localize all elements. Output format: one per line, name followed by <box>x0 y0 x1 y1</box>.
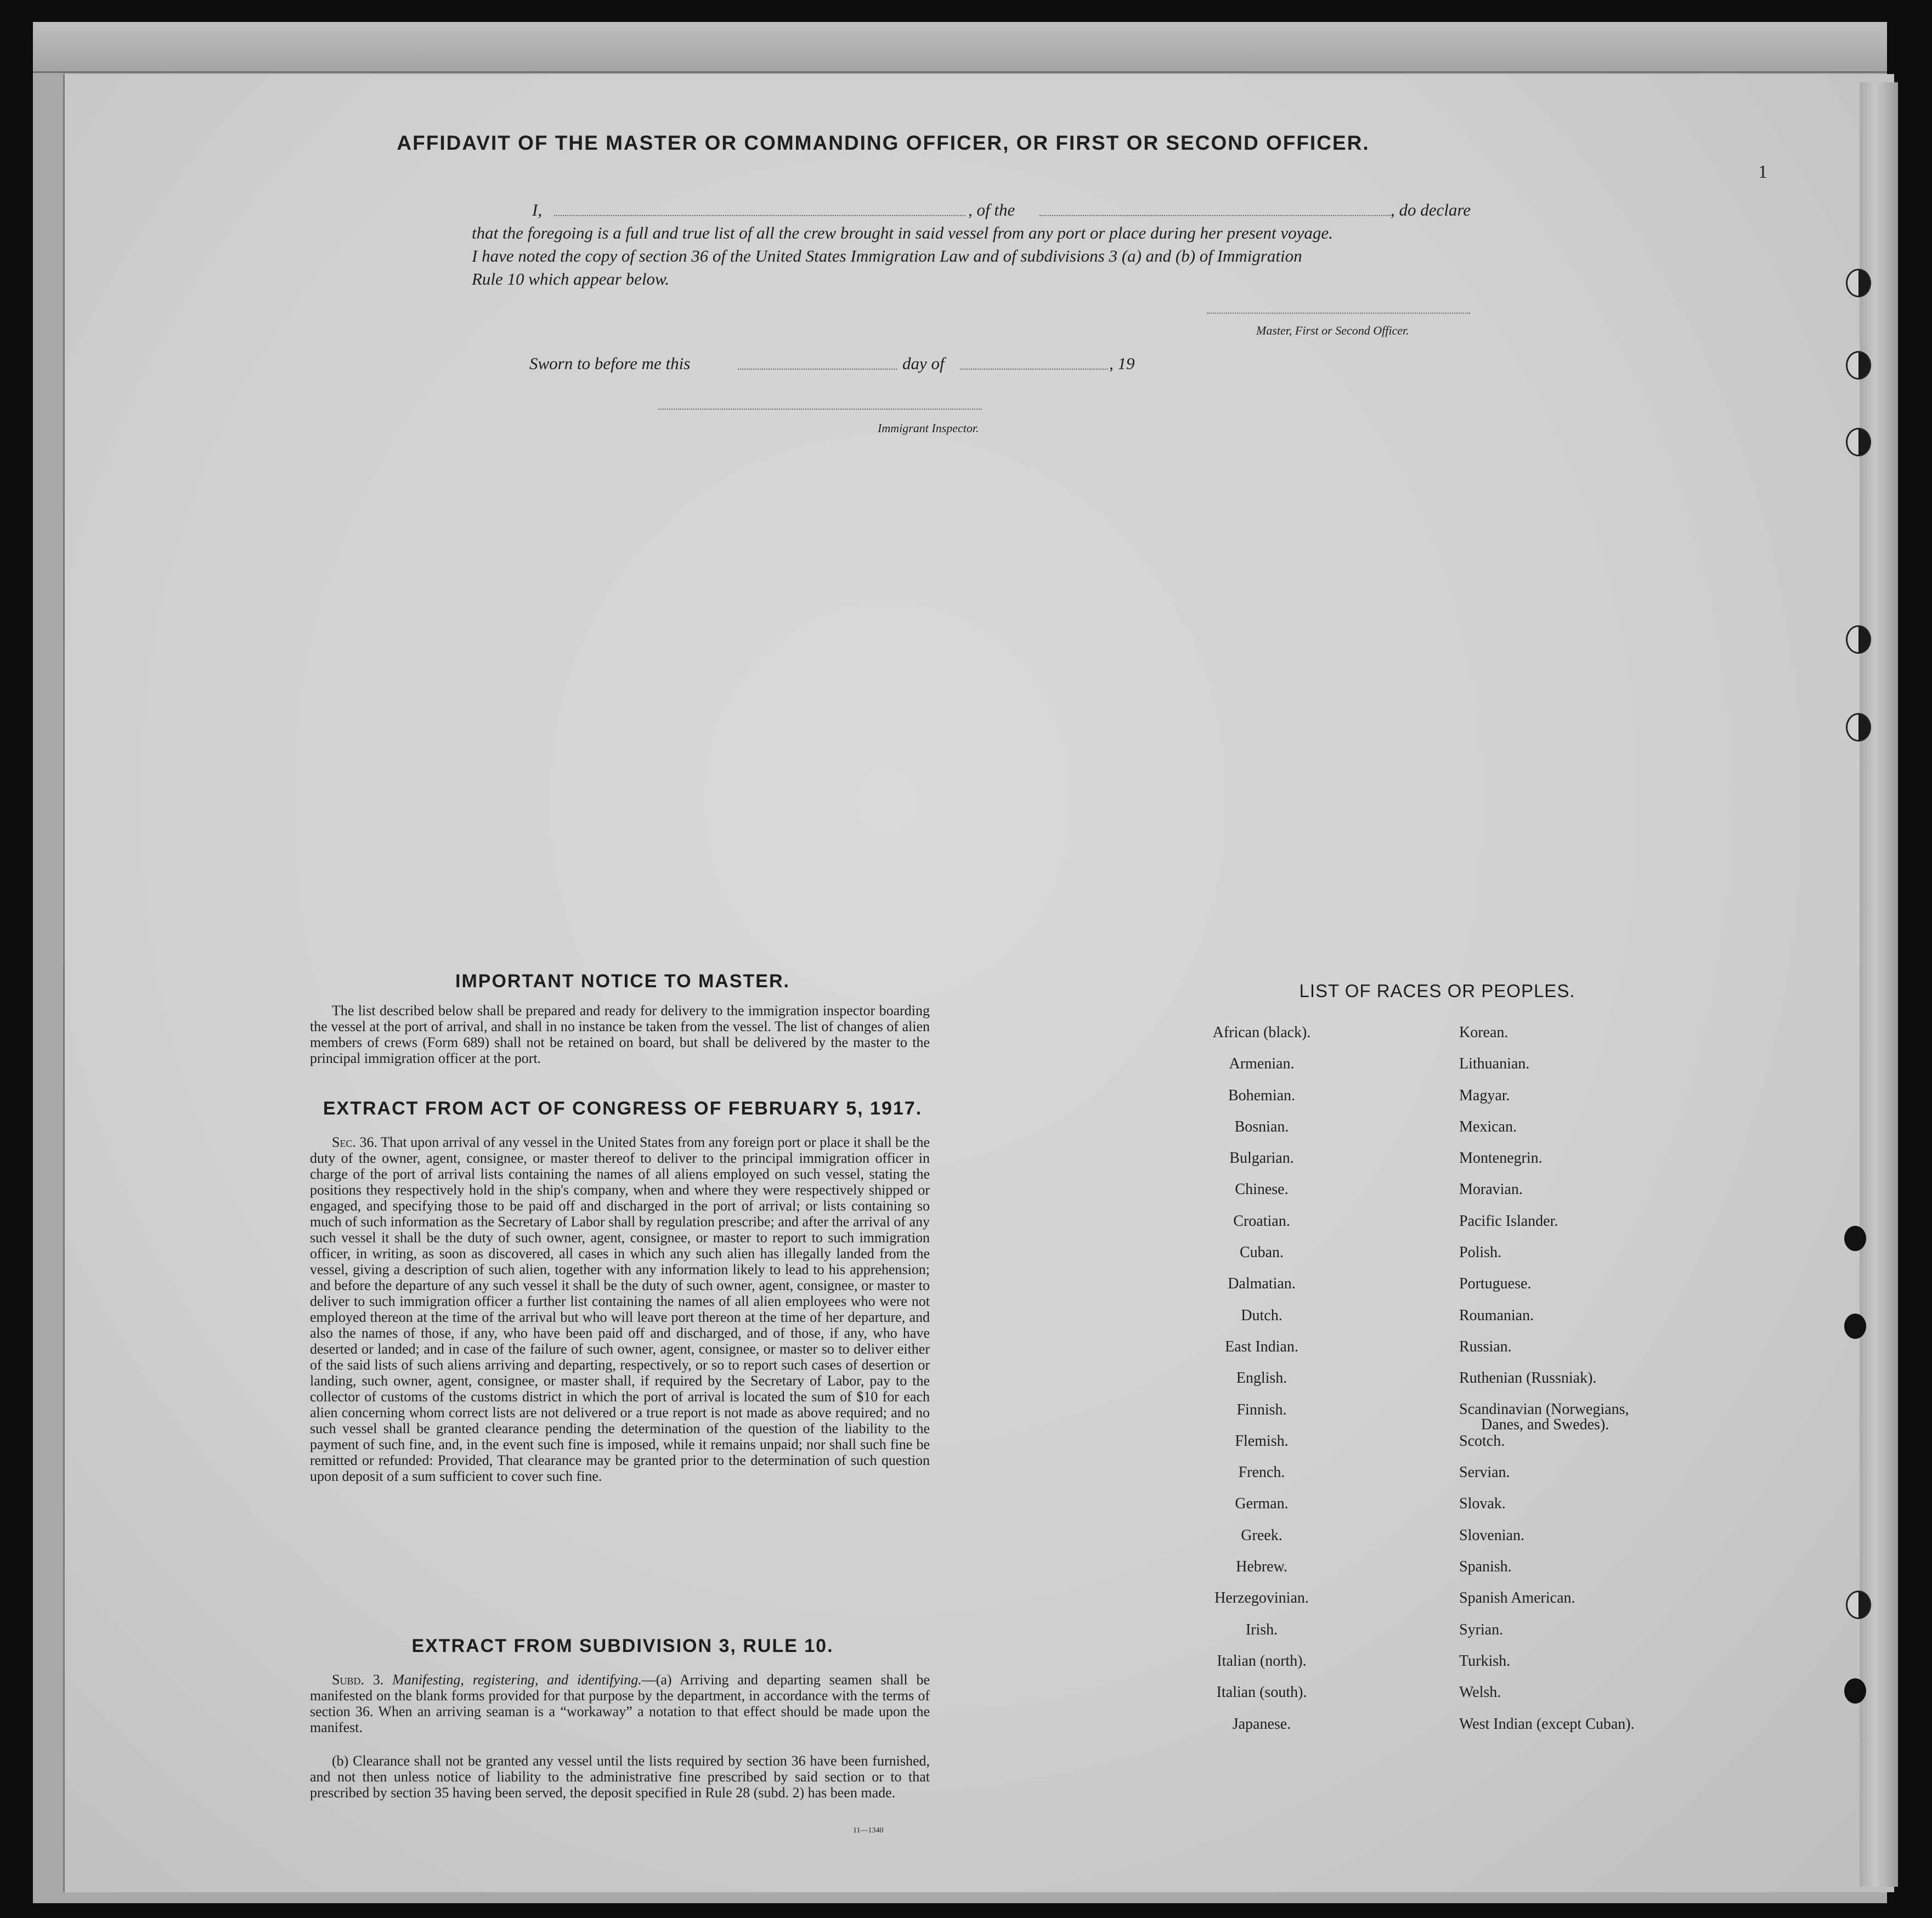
declare-of-the: , of the <box>968 200 1015 219</box>
race-item: West Indian (except Cuban). <box>1459 1715 1635 1733</box>
race-item: English. <box>1236 1370 1287 1387</box>
race-item: Lithuanian. <box>1459 1055 1530 1073</box>
race-item: East Indian. <box>1225 1338 1298 1355</box>
race-item: Roumanian. <box>1459 1306 1534 1324</box>
sworn-text: Sworn to before me this <box>529 354 691 373</box>
races-title: LIST OF RACES OR PEOPLES. <box>1299 981 1575 1001</box>
binder-hole <box>1846 428 1871 456</box>
races-right-column <box>1459 1025 1635 1747</box>
affidavit-line-2: that the foregoing is a full and true list of all the crew brought in said vessel from any port or place during her present voyage. <box>472 223 1333 242</box>
declare-i: I, <box>532 200 543 219</box>
race-item: Servian. <box>1459 1464 1510 1481</box>
underlying-sheet-edge <box>33 22 1887 73</box>
day-of-text: day of <box>902 354 945 373</box>
master-signature-line <box>1207 313 1470 314</box>
race-item: German. <box>1235 1495 1289 1513</box>
affidavit-title: AFFIDAVIT OF THE MASTER OR COMMANDING OFFICER, OR FIRST OR SECOND OFFICER. <box>397 132 1370 154</box>
extract-act-body <box>310 1134 930 1484</box>
subd-text-a: —(a) Arriving and departing seamen shall be manifested on the blank forms provided for that purpose by the department, in accordance with the terms of section 36. When an arriving seaman is a “workaway” a notation to that effect should be made upon the manifest. <box>310 1672 930 1735</box>
notice-text: The list described below shall be prepared and ready for delivery to the immigration inspector boarding the vessel at the port of arrival, and shall in no instance be taken from the vessel. The list of changes of alien members of crews (Form 689) shall not be retained on board, but shall be delivered by the master to the principal immigration officer at the port. <box>310 1003 930 1066</box>
vessel-name-line <box>1040 215 1391 216</box>
race-item: Croatian. <box>1233 1212 1290 1230</box>
race-item: Danes, and Swedes). <box>1481 1416 1609 1433</box>
sworn-day-line <box>738 369 897 370</box>
races-left-column <box>1179 1025 1344 1747</box>
race-item: Dutch. <box>1241 1306 1283 1324</box>
race-item: Dalmatian. <box>1228 1275 1296 1293</box>
race-item: Cuban. <box>1239 1244 1284 1261</box>
race-item: Spanish. <box>1459 1558 1512 1576</box>
sec-label: Sec. 36. <box>332 1134 378 1150</box>
binder-hole <box>1844 1314 1866 1339</box>
binder-hole <box>1844 1678 1866 1704</box>
binder-hole <box>1846 625 1871 654</box>
race-item: African (black). <box>1212 1024 1311 1041</box>
race-item: Chinese. <box>1235 1181 1289 1198</box>
binder-hole <box>1846 269 1871 297</box>
extract-act-text: That upon arrival of any vessel in the United States from any foreign port or place it shall be the duty of the owner, agent, consignee, or master thereof to deliver to the principal immigration officer in charge of the port of arrival lists containing the names of all aliens employed on such vessel, stating the positions they respectively hold in the ship's company, when and where they were respectively shipped or engaged, and specifying those to be paid off and discharged in the port of arrival; or lists containing so much of such information as the Secretary of Labor shall by regulation prescribe; and after the arrival of any such vessel it shall be the duty of such owner, agent, consignee, or master to report to such immigration officer, in writing, as soon as discovered, all cases in which any such alien has illegally landed from the vessel, giving a description of such alien, together with any information likely to lead to his apprehension; and before the departure of any such vessel it shall be the duty of such owner, agent, consignee, or master to deliver to such immigration officer a further list containing the names of all alien employees who were not employed thereon at the time of the arrival but who will leave port thereon at the time of her departure, and also the names of those, if any, who have been paid off and discharged, and of those, if any, who have deserted or landed; and in case of the failure of such owner, agent, consignee, or master so to deliver either of the said lists of such aliens arriving and departing, respectively, or so to report such cases of desertion or landing, such owner, agent, consignee, or master shall, if required by the Secretary of Labor, pay to the collector of customs of the customs district in which the port of arrival is located the sum of $10 for each alien concerning whom correct lists are not delivered or a true report is not made as above required; and no such vessel shall be granted clearance pending the determination of the question of the liability to the payment of such fine, and, in the event such fine is imposed, while it remains unpaid; nor shall such fine be remitted or refunded: Provided, That clearance may be granted prior to the determination of such question upon deposit of a sum sufficient to cover such fine. <box>310 1134 930 1484</box>
race-item: Bosnian. <box>1234 1118 1289 1135</box>
race-item: Irish. <box>1245 1621 1278 1638</box>
race-item: Russian. <box>1459 1338 1512 1355</box>
race-item: Montenegrin. <box>1459 1150 1543 1167</box>
binder-hole <box>1846 1591 1871 1619</box>
subd-heading: Manifesting, registering, and identifying. <box>392 1672 642 1688</box>
race-item: Flemish. <box>1235 1432 1289 1450</box>
year-text: , 19 <box>1109 354 1135 373</box>
declare-end: , do declare <box>1391 200 1471 219</box>
race-item: Polish. <box>1459 1244 1502 1261</box>
binder-hole <box>1846 713 1871 742</box>
master-signature-label: Master, First or Second Officer. <box>1256 324 1409 337</box>
form-number: 11—1340 <box>853 1826 884 1835</box>
race-item: Spanish American. <box>1459 1589 1575 1607</box>
race-item: Italian (south). <box>1216 1684 1307 1701</box>
affidavit-line-3: I have noted the copy of section 36 of the United States Immigration Law and of subdivisions 3 (a) and (b) of Immigration <box>472 246 1302 265</box>
race-item: Ruthenian (Russniak). <box>1459 1370 1597 1387</box>
race-item: Finnish. <box>1236 1401 1287 1418</box>
race-item: Mexican. <box>1459 1118 1517 1135</box>
race-item: Welsh. <box>1459 1684 1501 1701</box>
race-item: Korean. <box>1459 1024 1509 1041</box>
race-item: Hebrew. <box>1236 1558 1287 1576</box>
race-item: Turkish. <box>1459 1652 1511 1670</box>
race-item: French. <box>1238 1464 1285 1481</box>
extract-rule-body-b: (b) Clearance shall not be granted any vessel until the lists required by section 36 have been furnished, and not then unless notice of liability to the administrative fine prescribed by said section or to that prescribed by section 35 having been served, the deposit specified in Rule 28 (subd. 2) has been made. <box>310 1753 930 1801</box>
race-item: Slovenian. <box>1459 1526 1524 1544</box>
race-item: Scandinavian (Norwegians, <box>1459 1400 1629 1418</box>
race-item: Moravian. <box>1459 1181 1523 1198</box>
race-item: Italian (north). <box>1217 1652 1307 1670</box>
race-item: Bohemian. <box>1228 1087 1296 1104</box>
inspector-signature-label: Immigrant Inspector. <box>878 421 979 435</box>
extract-act-title: EXTRACT FROM ACT OF CONGRESS OF FEBRUARY 5, 1917. <box>323 1098 923 1119</box>
binder-hole <box>1844 1226 1866 1251</box>
subd-label: Subd. 3. <box>332 1672 384 1688</box>
sworn-month-line <box>960 369 1108 370</box>
binder-hole <box>1846 351 1871 380</box>
extract-rule-title: EXTRACT FROM SUBDIVISION 3, RULE 10. <box>411 1636 834 1656</box>
race-item: Armenian. <box>1229 1055 1295 1073</box>
race-item-multiline <box>1459 1402 1635 1433</box>
race-item: Greek. <box>1241 1526 1283 1544</box>
extract-rule-body-a <box>310 1672 930 1735</box>
race-item: Magyar. <box>1459 1087 1510 1104</box>
race-item: Bulgarian. <box>1229 1150 1294 1167</box>
affidavit-line-4: Rule 10 which appear below. <box>472 269 670 288</box>
inspector-signature-line <box>658 409 982 410</box>
declarant-name-line <box>554 215 965 216</box>
race-item: Japanese. <box>1232 1715 1291 1733</box>
race-item: Herzegovinian. <box>1214 1589 1309 1607</box>
notice-title: IMPORTANT NOTICE TO MASTER. <box>455 971 790 992</box>
race-item: Syrian. <box>1459 1621 1504 1638</box>
race-item: Scotch. <box>1459 1432 1505 1450</box>
race-item: Portuguese. <box>1459 1275 1532 1293</box>
race-item: Pacific Islander. <box>1459 1212 1558 1230</box>
race-item: Slovak. <box>1459 1495 1506 1513</box>
page-mark: 1 <box>1758 162 1767 182</box>
